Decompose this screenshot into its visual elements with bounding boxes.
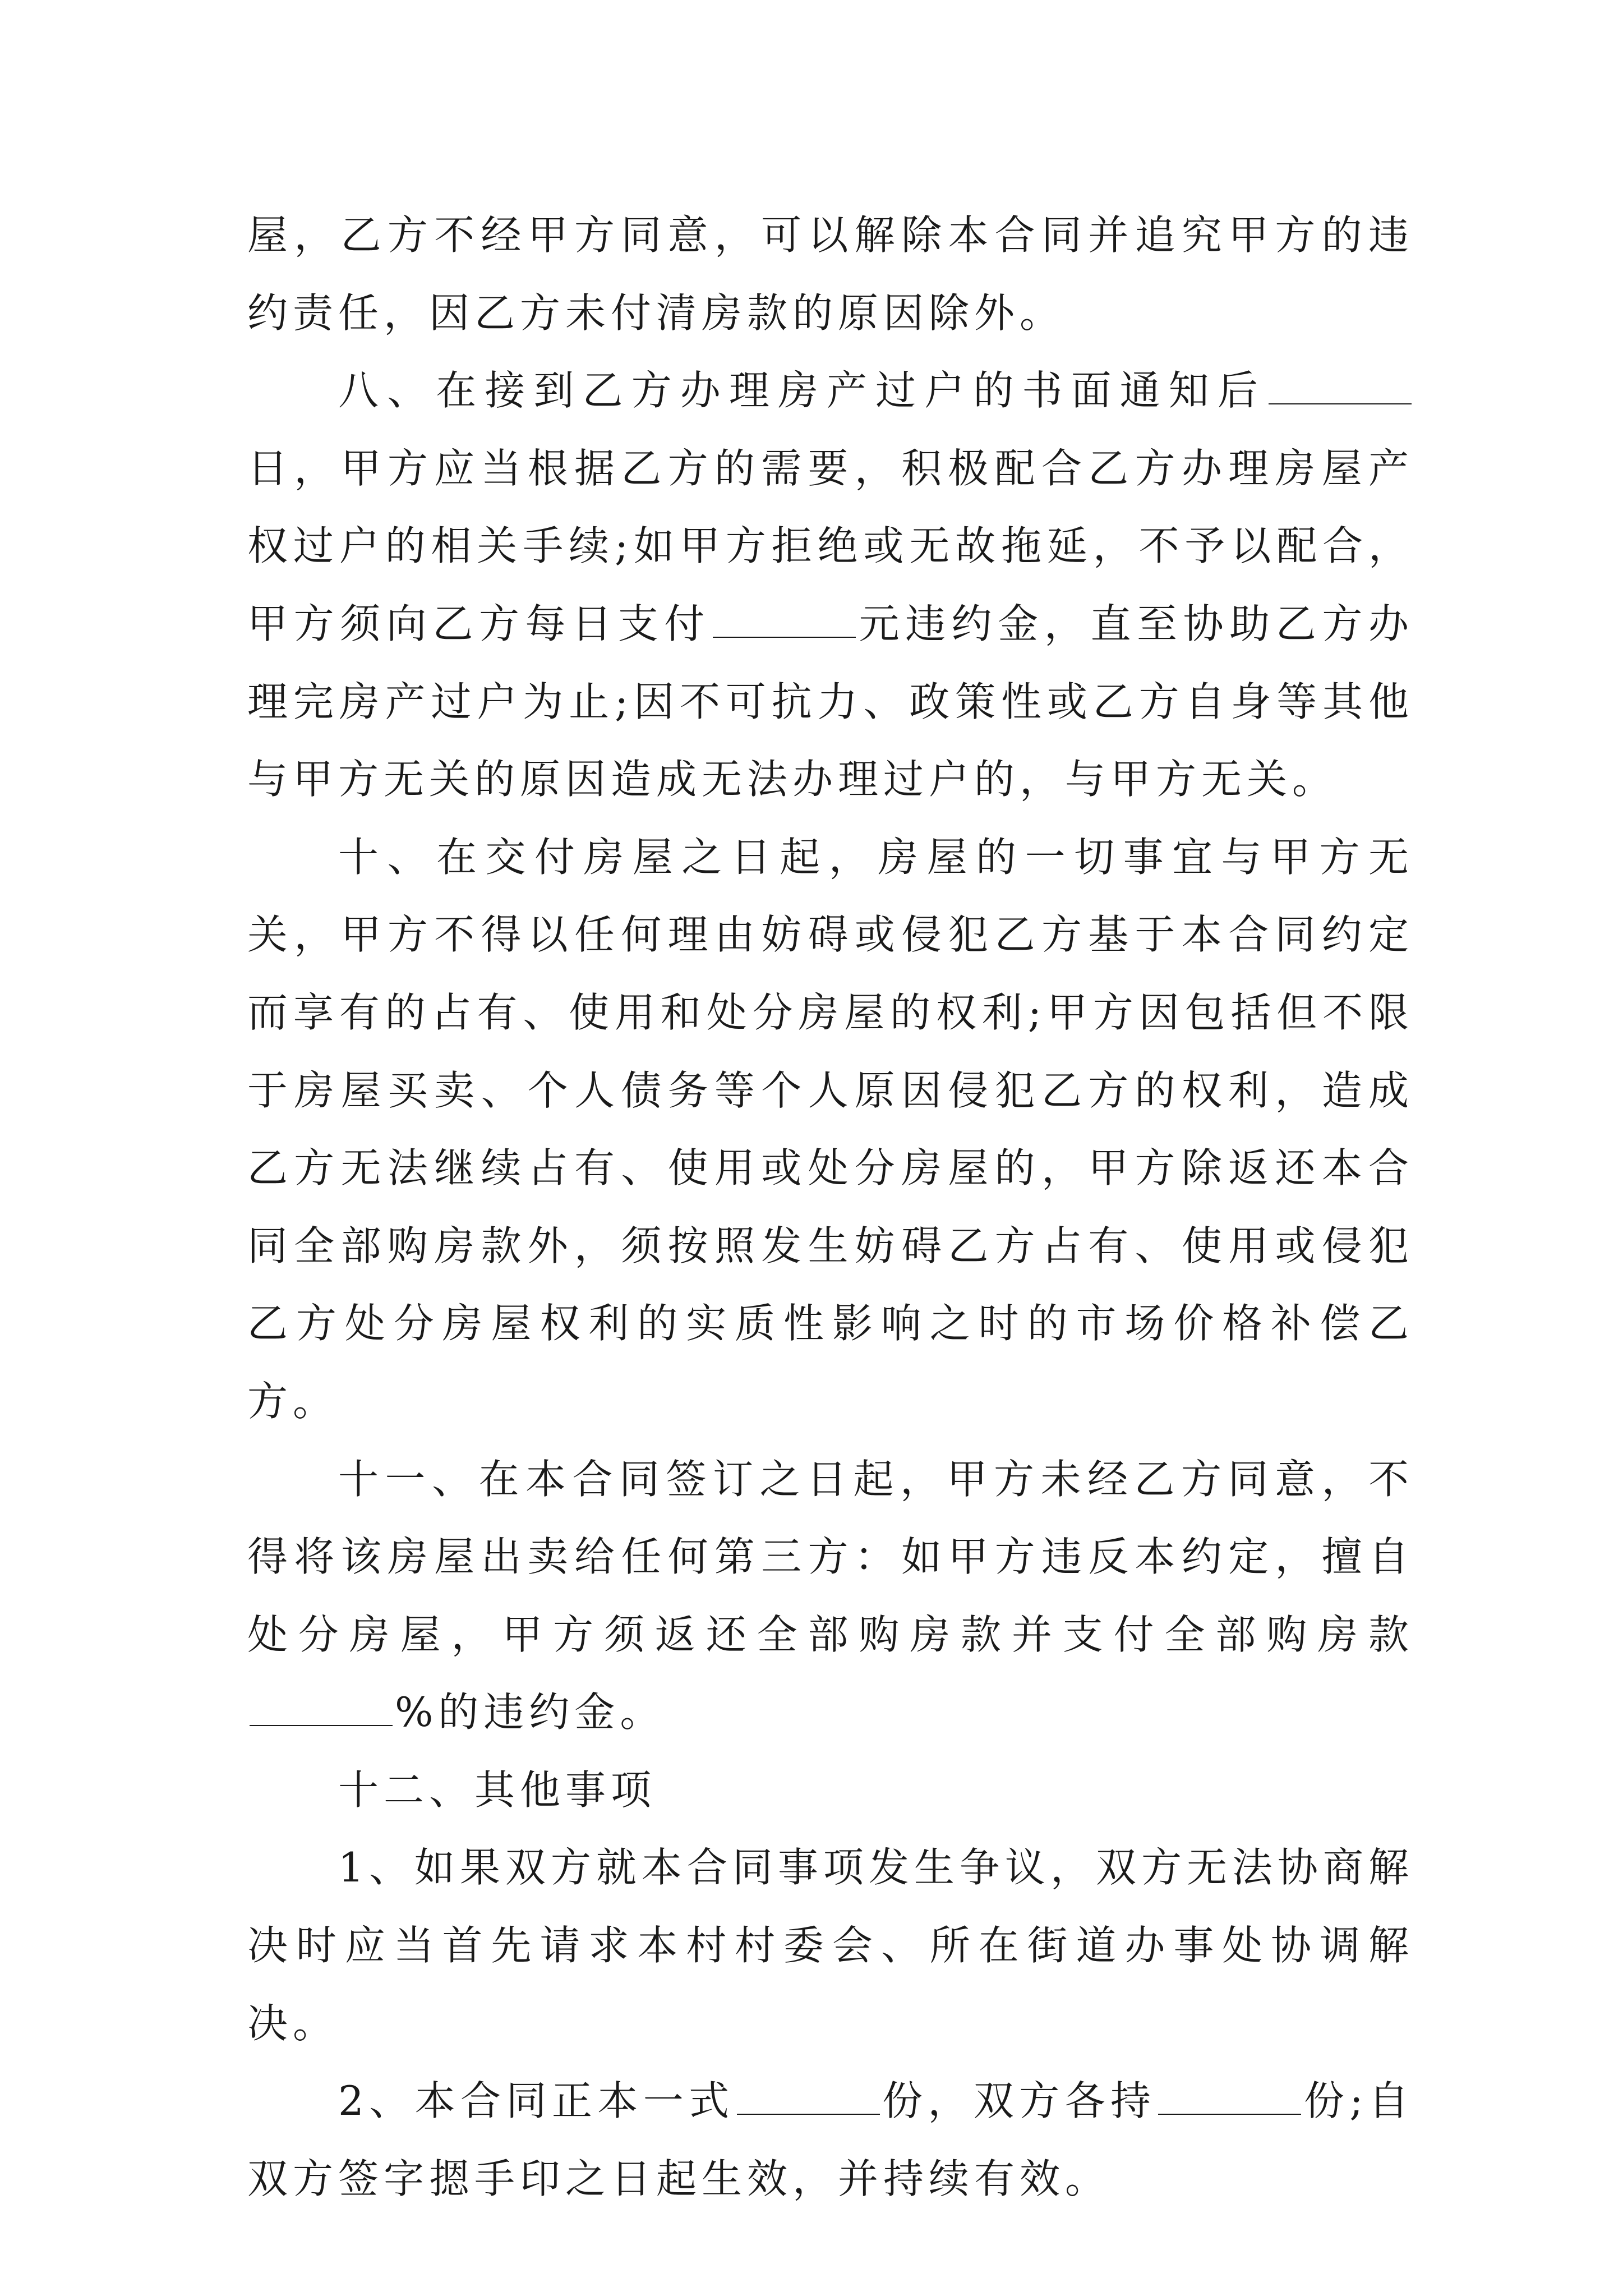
clause-12-item-1 <box>247 1829 1414 2062</box>
fill-in-blank-copies-each <box>1158 2080 1301 2115</box>
fill-in-blank-percentage <box>250 1691 393 1726</box>
clause-12-item-2 <box>247 2062 1414 2217</box>
paragraph-text: 十二、其他事项 <box>338 1766 657 1814</box>
paragraph-text: 屋，乙方不经甲方同意，可以解除本合同并追究甲方的违约责任，因乙方未付清房款的原因除外。 <box>247 211 1414 337</box>
paragraph-continuation <box>247 196 1414 352</box>
paragraph-text: 日，甲方应当根据乙方的需要，积极配合乙方办理房屋产权过户的相关手续;如甲方拒绝或无故拖延，不予以配合，甲方须向乙方每日支付 <box>247 444 1414 647</box>
clause-8-paragraph <box>247 352 1414 818</box>
paragraph-text: 1、如果双方就本合同事项发生争议，双方无法协商解决时应当首先请求本村村委会、所在街道办事处协调解决。 <box>247 1844 1414 2047</box>
clause-10-paragraph <box>247 818 1414 1441</box>
paragraph-text: 八、在接到乙方办理房产过户的书面通知后 <box>338 367 1266 415</box>
clause-12-heading <box>247 1751 1414 1829</box>
fill-in-blank-days <box>1269 370 1412 404</box>
paragraph-text: 元违约金，直至协助乙方办理完房产过户为止;因不可抗力、政策性或乙方自身等其他与甲方无关的原因造成无法办理过户的，与甲方无关。 <box>247 600 1414 803</box>
paragraph-text: 2、本合同正本一式 <box>338 2077 735 2125</box>
contract-body <box>247 196 1414 2217</box>
paragraph-text: 份，双方各持 <box>882 2077 1156 2125</box>
paragraph-text: 十、在交付房屋之日起，房屋的一切事宜与甲方无关，甲方不得以任何理由妨碍或侵犯乙方基于本合同约定而享有的占有、使用和处分房屋的权利;甲方因包括但不限于房屋买卖、个人债务等个人原因侵犯乙方的权利，造成乙方无法继续占有、使用或处分房屋的，甲方除返还本合同全部购房款外，须按照发生妨碍乙方占有、使用或侵犯乙方处分房屋权利的实质性影响之时的市场价格补偿乙方。 <box>247 833 1414 1425</box>
fill-in-blank-copies-total <box>737 2080 880 2115</box>
fill-in-blank-penalty-amount <box>713 603 856 638</box>
paragraph-text: %的违约金。 <box>395 1688 666 1736</box>
clause-11-paragraph <box>247 1441 1414 1751</box>
paragraph-text: 份;自双方签字摁手印之日起生效，并持续有效。 <box>247 2077 1414 2202</box>
paragraph-text: 十一、在本合同签订之日起，甲方未经乙方同意，不得将该房屋出卖给任何第三方：如甲方违反本约定，擅自处分房屋，甲方须返还全部购房款并支付全部购房款 <box>247 1455 1414 1658</box>
